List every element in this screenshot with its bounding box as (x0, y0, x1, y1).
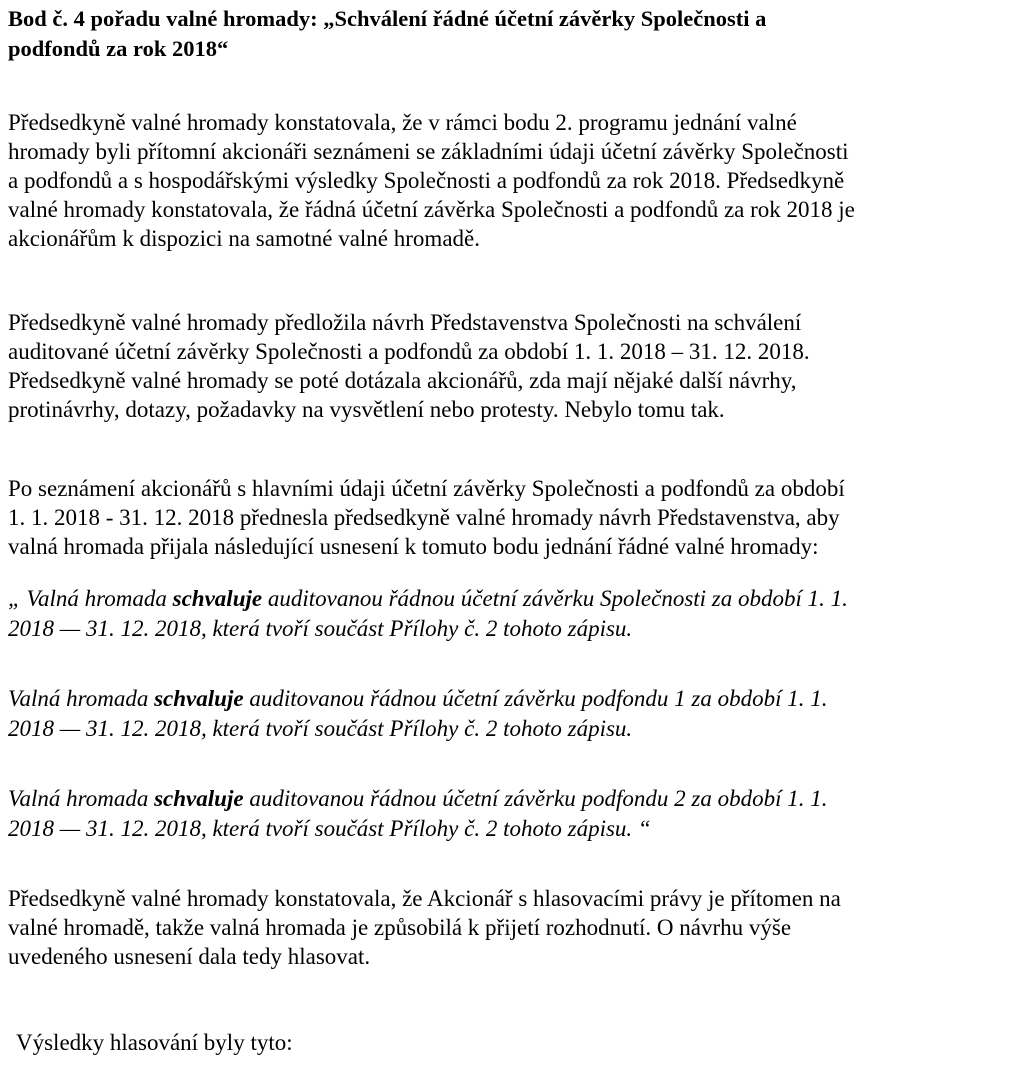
paragraph-line: valná hromada přijala následující usnesení k tomuto bodu jednání řádné valné hromady: (8, 534, 819, 559)
paragraph-line: 1. 1. 2018 - 31. 12. 2018 přednesla předsedkyně valné hromady návrh Představenstva, aby (8, 505, 840, 530)
resolution-prefix: „ Valná hromada (8, 586, 173, 611)
paragraph-line: a podfondů a s hospodářskými výsledky Společnosti a podfondů za rok 2018. Předsedkyně (8, 168, 845, 193)
heading-line: podfondů za rok 2018“ (8, 36, 229, 61)
resolution-line (8, 784, 827, 813)
resolution-line: 2018 — 31. 12. 2018, která tvoří součást Přílohy č. 2 tohoto zápisu. “ (8, 816, 651, 841)
paragraph-line: hromady byli přítomní akcionáři seznámeni se základními údaji účetní závěrky Společnosti (8, 139, 849, 164)
paragraph-2 (8, 308, 1020, 428)
paragraph-line: valné hromady konstatovala, že řádná účetní závěrka Společnosti a podfondů za rok 2018 je (8, 197, 855, 222)
resolution-verb: schvaluje (154, 686, 244, 711)
voting-label-text: Výsledky hlasování byly tyto: (16, 1030, 293, 1055)
paragraph-line: uvedeného usnesení dala tedy hlasovat. (8, 944, 371, 969)
resolution-1 (8, 584, 1020, 644)
paragraph-line: valné hromadě, takže valná hromada je způsobilá k přijetí rozhodnutí. O návrhu výše (8, 915, 792, 940)
resolution-line: 2018 — 31. 12. 2018, která tvoří součást Přílohy č. 2 tohoto zápisu. (8, 616, 633, 641)
voting-results-label (16, 1028, 616, 1058)
paragraph-4 (8, 884, 1020, 974)
resolution-line: 2018 — 31. 12. 2018, která tvoří součást Přílohy č. 2 tohoto zápisu. (8, 716, 633, 741)
resolution-verb: schvaluje (172, 586, 263, 611)
paragraph-line: Předsedkyně valné hromady předložila návrh Představenstva Společnosti na schválení (8, 310, 802, 335)
resolution-3 (8, 784, 1020, 844)
paragraph-line: Po seznámení akcionářů s hlavními údaji účetní závěrky Společnosti a podfondů za období (8, 476, 845, 501)
paragraph-line: akcionářům k dispozici na samotné valné hromadě. (8, 226, 480, 251)
resolution-2 (8, 684, 1020, 744)
resolution-prefix: Valná hromada (8, 686, 155, 711)
resolution-verb: schvaluje (154, 786, 244, 811)
paragraph-line: Předsedkyně valné hromady se poté dotázala akcionářů, zda mají nějaké další návrhy, (8, 368, 797, 393)
paragraph-line: Předsedkyně valné hromady konstatovala, že Akcionář s hlasovacími právy je přítomen na (8, 886, 841, 911)
paragraph-line: Předsedkyně valné hromady konstatovala, že v rámci bodu 2. programu jednání valné (8, 110, 797, 135)
resolution-prefix: Valná hromada (8, 786, 155, 811)
resolution-rest: auditovanou řádnou účetní závěrku Společnosti za období 1. 1. (262, 586, 848, 611)
paragraph-line: protinávrhy, dotazy, požadavky na vysvětlení nebo protesty. Nebylo tomu tak. (8, 397, 725, 422)
paragraph-1 (8, 108, 1020, 258)
resolution-rest: auditovanou řádnou účetní závěrku podfondu 2 za období 1. 1. (243, 786, 828, 811)
resolution-line (8, 684, 827, 713)
agenda-item-heading (8, 4, 1018, 64)
heading-line: Bod č. 4 pořadu valné hromady: „Schválení řádné účetní závěrky Společnosti a (8, 6, 767, 31)
paragraph-line: auditované účetní závěrky Společnosti a podfondů za období 1. 1. 2018 – 31. 12. 2018. (8, 339, 810, 364)
resolution-rest: auditovanou řádnou účetní závěrku podfondu 1 za období 1. 1. (243, 686, 828, 711)
resolution-line (8, 584, 848, 613)
paragraph-3 (8, 474, 1020, 564)
